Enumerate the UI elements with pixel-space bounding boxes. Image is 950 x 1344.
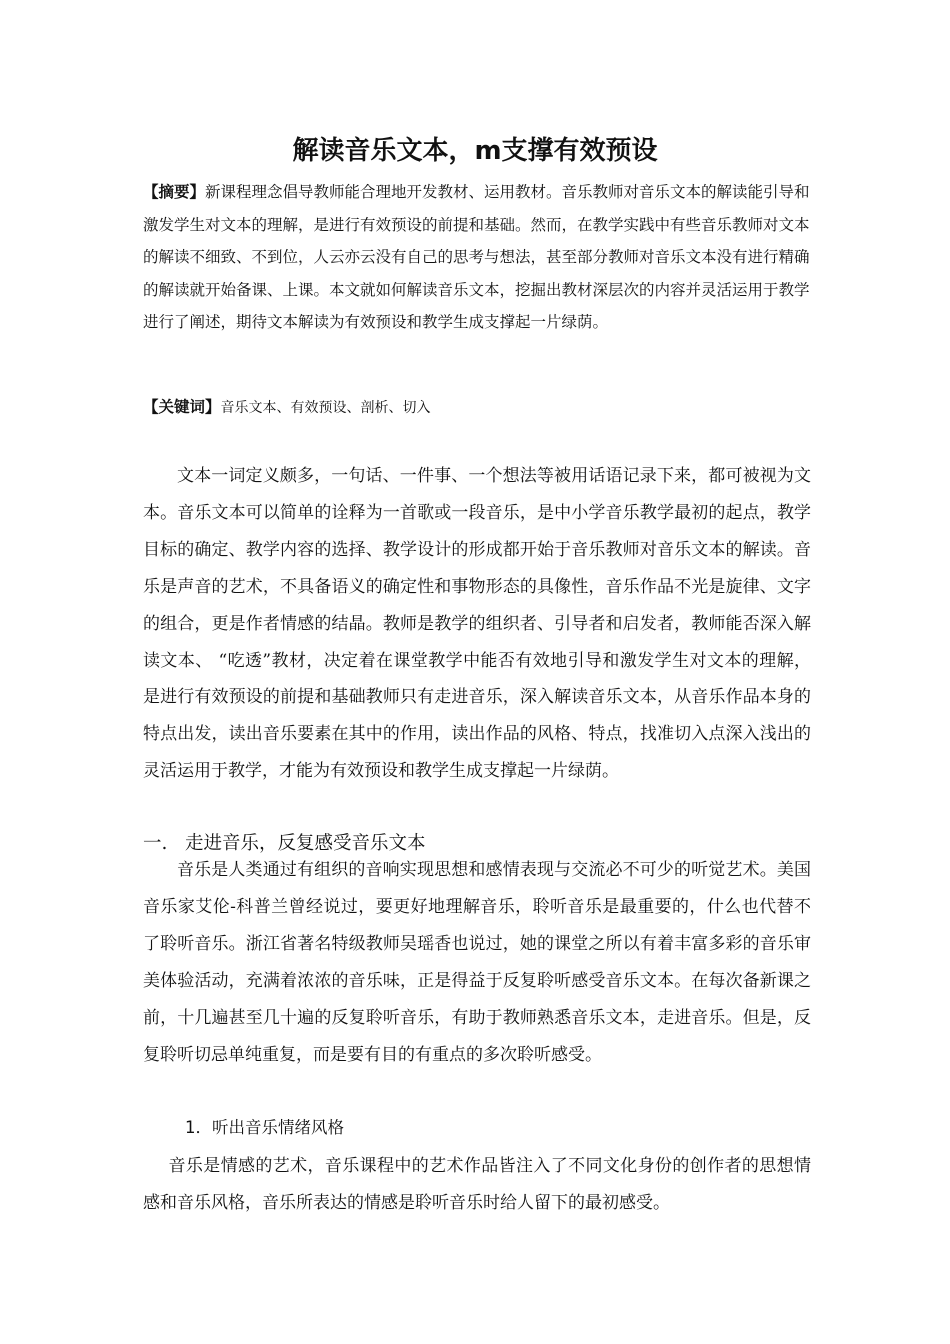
document-title: 解读音乐文本，m支撑有效预设	[292, 136, 658, 166]
keywords-block	[143, 393, 823, 422]
keywords-label: 【关键词】	[143, 398, 221, 416]
intro-paragraph: 文本一词定义颇多，一句话、一件事、一个想法等被用话语记录下来，都可被视为文本。音乐文本可以简单的诠释为一首歌或一段音乐，是中小学音乐教学最初的起点，教学目标的确定、教学内容的选择、教学设计的形成都开始于音乐教师对音乐文本的解读。音乐是声音的艺术，不具备语义的确定性和事物形态的具像性，音乐作品不光是旋律、文字的组合，更是作者情感的结晶。教师是教学的组织者、引导者和启发者，教师能否深入解读文本、 “吃透”教材，决定着在课堂教学中能否有效地引导和激发学生对文本的理解，是进行有效预设的前提和基础教师只有走进音乐，深入解读音乐文本，从音乐作品本身的特点出发，读出音乐要素在其中的作用，读出作品的风格、特点，找准切入点深入浅出的灵活运用于教学，才能为有效预设和教学生成支撑起一片绿荫。	[143, 466, 811, 782]
keywords-text: 音乐文本、有效预设、剖析、切入	[220, 400, 431, 416]
abstract-block	[143, 176, 823, 339]
abstract-label: 【摘要】	[143, 183, 206, 201]
subsection-paragraph: 音乐是情感的艺术，音乐课程中的艺术作品皆注入了不同文化身份的创作者的思想情感和音乐风格，音乐所表达的情感是聆听音乐时给人留下的最初感受。	[143, 1156, 811, 1213]
subsection-heading: 1．听出音乐情绪风格	[185, 1118, 344, 1137]
abstract-text: 新课程理念倡导教师能合理地开发教材、运用教材。音乐教师对音乐文本的解读能引导和激发学生对文本的理解，是进行有效预设的前提和基础。然而，在教学实践中有些音乐教师对文本的解读不细致、不到位，人云亦云没有自己的思考与想法，甚至部分教师对音乐文本没有进行精确的解读就开始备课、上课。本文就如何解读音乐文本，挖掘出教材深层次的内容并灵活运用于教学进行了阐述，期待文本解读为有效预设和教学生成支撑起一片绿荫。	[143, 183, 810, 332]
section-heading: 一. 走进音乐，反复感受音乐文本	[143, 833, 426, 854]
section-paragraph: 音乐是人类通过有组织的音响实现思想和感情表现与交流必不可少的听觉艺术。美国音乐家艾伦-科普兰曾经说过，要更好地理解音乐，聆听音乐是最重要的，什么也代替不了聆听音乐。浙江省著名特级教师吴瑶香也说过，她的课堂之所以有着丰富多彩的音乐审美体验活动，充满着浓浓的音乐味，正是得益于反复聆听感受音乐文本。在每次备新课之前，十几遍甚至几十遍的反复聆听音乐，有助于教师熟悉音乐文本，走进音乐。但是，反复聆听切忌单纯重复，而是要有目的有重点的多次聆听感受。	[143, 860, 811, 1065]
